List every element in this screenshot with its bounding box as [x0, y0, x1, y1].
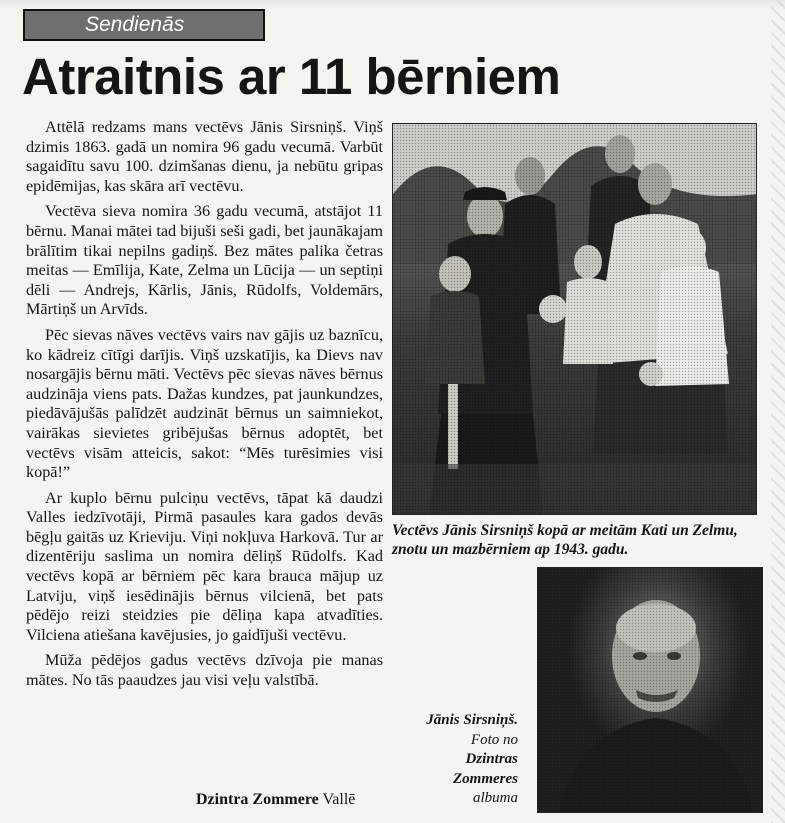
credit-line-foto: Foto no: [470, 731, 518, 748]
article-paragraph: Pēc sievas nāves vectēvs vairs nav gājis uz baznīcu, ko kādreiz cītīgi darījis. Viņš uzskatījis, ka Dievs nav nosargājis bērnu māti. Vectēvs pēc sievas nāves bērnus audzināja viens pats. Dažas kundzes, pat jaunkundzes, piedāvājušās palīdzēt audzināt bērnus un saimniekot, vairākas sievietes gribējušas bērnus adoptēt, bet vectēvs visām atteicis, sakot: “Mēs turēsimies visi kopā!”: [26, 325, 383, 482]
byline: [196, 790, 386, 810]
portrait-photo: [537, 567, 763, 813]
credit-name: Jānis Sirsniņš.: [426, 712, 518, 728]
byline-place: Vallē: [322, 791, 356, 808]
portrait-figure: [538, 568, 763, 813]
article-paragraph: Attēlā redzams mans vectēvs Jānis Sirsniņš. Viņš dzimis 1863. gadā un nomira 96 gadu vecumā. Varbūt sagaidītu savu 100. dzimšanas dienu, ja nebūtu gripas epidēmijas, kas skāra arī vectēvu.: [26, 118, 383, 195]
article-paragraph: Mūža pēdējos gadus vectēvs dzīvoja pie manas mātes. No tās paaudzes jau visi veļu valstībā.: [26, 651, 383, 690]
credit-line-surname: Zommeres: [453, 770, 518, 787]
caption-text: Vectēvs Jānis Sirsniņš kopā ar meitām Kati un Zelmu, znotu un mazbērniem ap 1943. gadu.: [392, 522, 738, 558]
page-edge-texture: [771, 0, 785, 823]
headline: Atraitnis ar 11 bērniem: [22, 48, 561, 105]
portrait-credit: [380, 711, 518, 809]
section-kicker: Sendienās: [23, 9, 265, 41]
family-photo-figures: [393, 124, 757, 515]
family-photo-caption: [392, 521, 762, 559]
article-body: [26, 118, 383, 697]
article-paragraph: Vectēva sieva nomira 36 gadu vecumā, atstājot 11 bērnu. Manai mātei tad bijuši seši gadi, bet jaunākajam brālītim tikai nepilns gadiņš. Bez mātes palika četras meitas — Emīlija, Kate, Zelma un Lūcija — un septiņi dēli — Andrejs, Kārlis, Jānis, Rūdolfs, Voldemārs, Mārtiņš un Arvīds.: [26, 202, 383, 319]
byline-author: Dzintra Zommere: [196, 791, 319, 808]
credit-line-first-name: Dzintras: [465, 751, 518, 767]
credit-line-album: albuma: [473, 790, 518, 806]
article-paragraph: Ar kuplo bērnu pulciņu vectēvs, tāpat kā daudzi Valles iedzīvotāji, Pirmā pasaules kara gados devās bēgļu gaitās uz Krieviju. Viņi nokļuva Harkovā. Tur ar dizentēriju saslima un nomira dēliņš Rūdolfs. Kad vectēvs kopā ar bērniem pēc kara brauca mājup uz Latviju, viņš iesēdinājis bērnus vilcienā, bet pats pēdējo reizi steidzies pie dēliņa kapa atvadīties. Vilciena atiešana kavējusies, jo gaidījuši vectēvu.: [26, 488, 383, 644]
family-photo: [392, 123, 757, 515]
